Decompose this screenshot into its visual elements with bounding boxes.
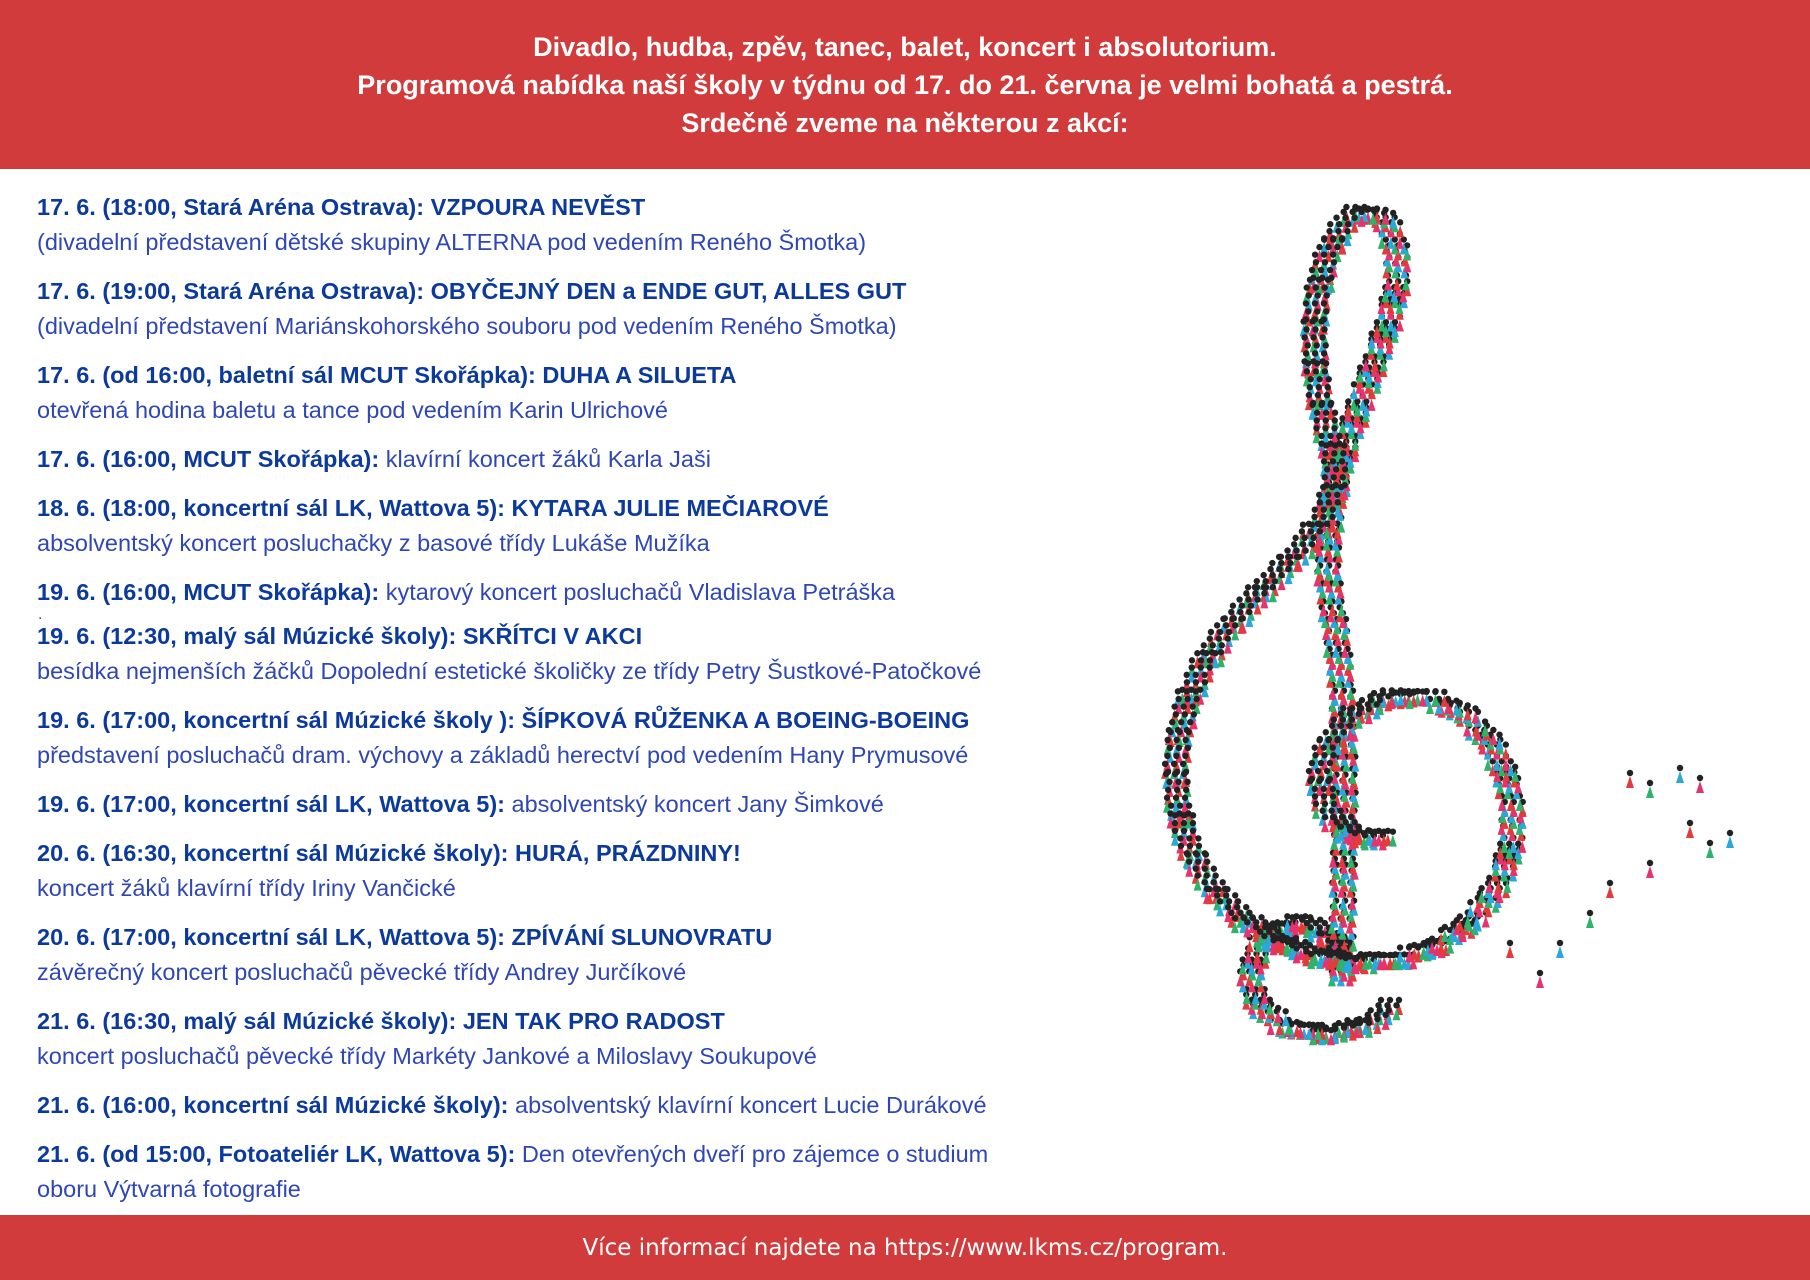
header-line-3: Srdečně zveme na některou z akcí: — [681, 107, 1129, 138]
event-description: otevřená hodina baletu a tance pod vedením Karin Ulrichové — [37, 397, 668, 423]
person-figure — [1606, 880, 1614, 898]
treble-clef-made-of-people-icon — [1090, 190, 1810, 1200]
event-title: 21. 6. (16:00, koncertní sál Múzické školy): — [37, 1092, 509, 1118]
event-description: absolventský koncert posluchačky z basové třídy Lukáše Mužíka — [37, 530, 710, 556]
event-title: 20. 6. (16:30, koncertní sál Múzické školy): HURÁ, PRÁZDNINY! — [37, 840, 741, 866]
person-figure — [1389, 828, 1397, 846]
person-figure — [1506, 940, 1514, 958]
event-item — [37, 491, 1087, 561]
event-description: koncert posluchačů pěvecké třídy Markéty Jankové a Miloslavy Soukupové — [37, 1043, 817, 1069]
event-inline-desc: klavírní koncert žáků Karla Jaši — [379, 446, 711, 472]
person-figure — [1410, 942, 1418, 960]
person-figure — [1556, 940, 1564, 958]
person-figure — [1726, 830, 1734, 848]
event-item — [37, 787, 1087, 822]
event-item — [37, 190, 1087, 260]
person-figure — [1396, 219, 1404, 237]
event-inline-desc: Den otevřených dveří pro zájemce o studium — [515, 1141, 989, 1167]
person-figure — [1706, 840, 1714, 858]
event-inline-desc: kytarový koncert posluchačů Vladislava Petráška — [379, 579, 896, 605]
event-item — [37, 920, 1087, 990]
event-inline-desc: absolventský klavírní koncert Lucie Durákové — [508, 1092, 987, 1118]
person-figure — [1646, 780, 1654, 798]
footer-banner — [0, 1215, 1810, 1280]
person-figure — [1502, 741, 1510, 759]
header-banner — [0, 0, 1810, 169]
event-item — [37, 274, 1087, 344]
event-item — [37, 575, 1087, 610]
person-figure — [1696, 775, 1704, 793]
person-figure — [1397, 687, 1405, 705]
event-title: 19. 6. (17:00, koncertní sál LK, Wattova 5): — [37, 791, 505, 817]
event-description: koncert žáků klavírní třídy Iriny Vančické — [37, 875, 456, 901]
event-description: (divadelní představení Mariánskohorského souboru pod vedením Reného Šmotka) — [37, 313, 897, 339]
header-line-1: Divadlo, hudba, zpěv, tanec, balet, koncert i absolutorium. — [533, 31, 1277, 62]
event-item — [37, 836, 1087, 906]
person-figure — [1646, 860, 1654, 878]
event-item — [37, 358, 1087, 428]
event-title: 17. 6. (19:00, Stará Aréna Ostrava): OBYČEJNÝ DEN a ENDE GUT, ALLES GUT — [37, 278, 907, 304]
event-item — [37, 619, 1087, 689]
event-inline-desc: absolventský koncert Jany Šimkové — [504, 791, 884, 817]
person-figure — [1686, 820, 1694, 838]
event-title: 17. 6. (16:00, MCUT Skořápka): — [37, 446, 380, 472]
person-figure — [1626, 770, 1634, 788]
treble-clef-illustration — [1090, 190, 1810, 1200]
event-item — [37, 1004, 1087, 1074]
event-item — [37, 1137, 1087, 1207]
event-description: (divadelní představení dětské skupiny ALTERNA pod vedením Reného Šmotka) — [37, 229, 867, 255]
event-title: 21. 6. (16:30, malý sál Múzické školy): JEN TAK PRO RADOST — [37, 1008, 725, 1034]
event-item — [37, 703, 1087, 773]
stray-dot: . — [38, 606, 43, 623]
event-description: představení posluchačů dram. výchovy a základů herectví pod vedením Hany Prymusové — [37, 742, 969, 768]
event-title: 17. 6. (od 16:00, baletní sál MCUT Skořápka): DUHA A SILUETA — [37, 362, 737, 388]
event-title: 21. 6. (od 15:00, Fotoateliér LK, Wattova 5): — [37, 1141, 516, 1167]
person-figure — [1536, 970, 1544, 988]
event-description: závěrečný koncert posluchačů pěvecké třídy Andrey Jurčíkové — [37, 959, 687, 985]
event-title: 18. 6. (18:00, koncertní sál LK, Wattova 5): KYTARA JULIE MEČIAROVÉ — [37, 495, 829, 521]
person-figure — [1676, 765, 1684, 783]
event-title: 20. 6. (17:00, koncertní sál LK, Wattova 5): ZPÍVÁNÍ SLUNOVRATU — [37, 924, 773, 950]
person-figure — [1586, 910, 1594, 928]
footer-info-link[interactable]: Více informací najdete na https://www.lkms.cz/program. — [582, 1234, 1228, 1261]
event-description: besídka nejmenších žáčků Dopolední estetické školičky ze třídy Petry Šustkové-Patočkové — [37, 658, 982, 684]
header-line-2: Programová nabídka naší školy v týdnu od 17. do 21. června je velmi bohatá a pestrá. — [357, 69, 1453, 100]
person-figure — [1466, 899, 1474, 917]
event-title: 19. 6. (16:00, MCUT Skořápka): — [37, 579, 380, 605]
event-description: oboru Výtvarná fotografie — [37, 1176, 301, 1202]
event-title: 17. 6. (18:00, Stará Aréna Ostrava): VZPOURA NEVĚST — [37, 194, 646, 220]
event-title: 19. 6. (17:00, koncertní sál Múzické školy ): ŠÍPKOVÁ RŮŽENKA A BOEING-BOEING — [37, 707, 970, 733]
event-item — [37, 1088, 1087, 1123]
event-item — [37, 442, 1087, 477]
person-figure — [1419, 688, 1427, 706]
event-list — [37, 190, 1087, 1221]
event-title: 19. 6. (12:30, malý sál Múzické školy): SKŘÍTCI V AKCI — [37, 623, 643, 649]
